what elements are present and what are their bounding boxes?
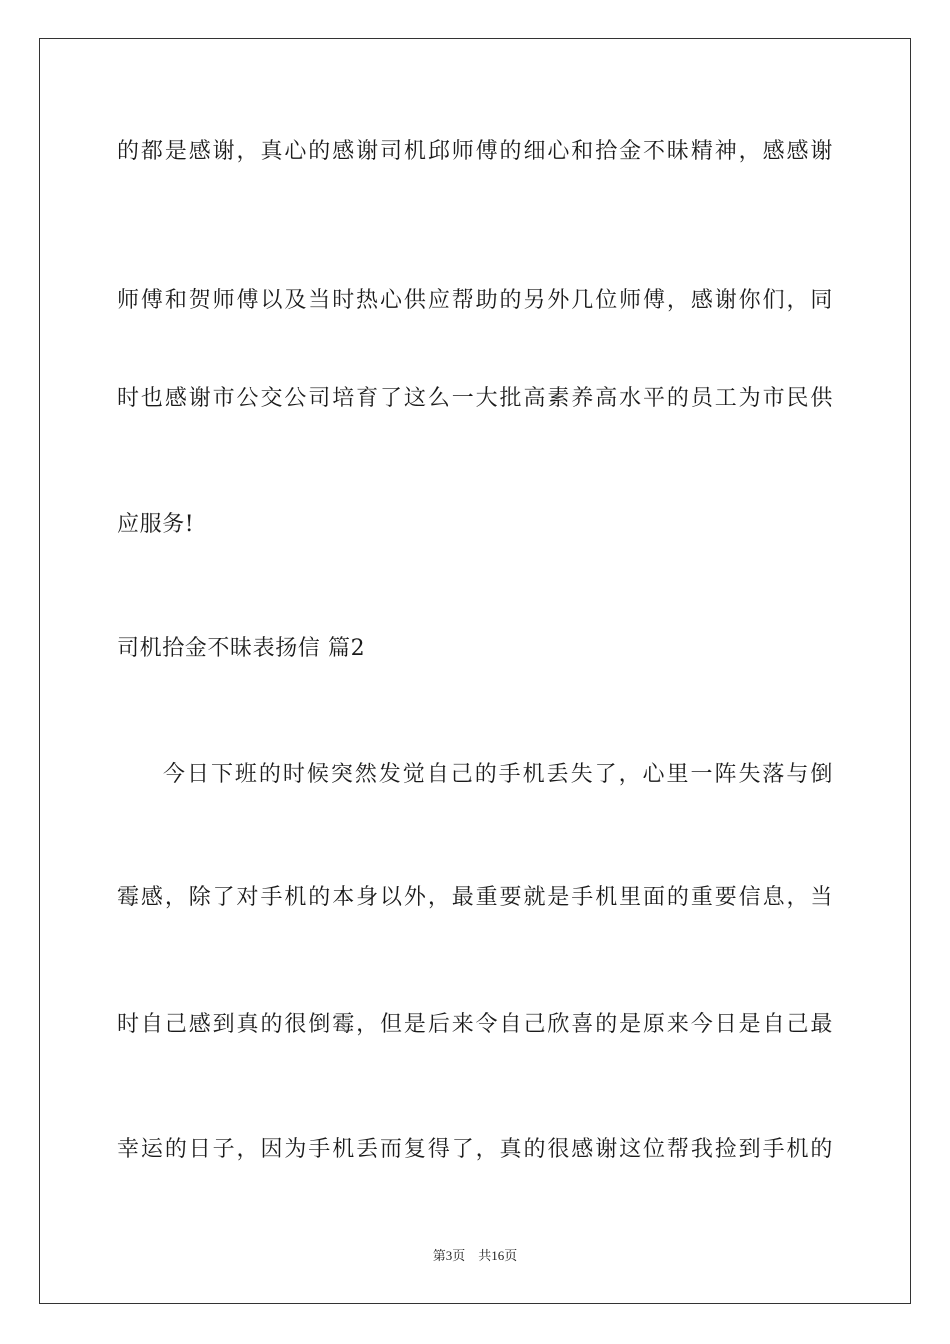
page-footer (0, 1248, 950, 1264)
page-total: 共16页 (478, 1248, 518, 1263)
page-number: 第3页 (432, 1248, 466, 1263)
paragraph-line: 霉感，除了对手机的本身以外，最重要就是手机里面的重要信息，当 (117, 885, 833, 910)
paragraph-line: 的都是感谢，真心的感谢司机邱师傅的细心和拾金不昧精神，感感谢 (117, 139, 833, 164)
paragraph-line: 师傅和贺师傅以及当时热心供应帮助的另外几位师傅，感谢你们，同 (117, 288, 833, 313)
paragraph-line: 时也感谢市公交公司培育了这么一大批高素养高水平的员工为市民供 (117, 386, 833, 411)
paragraph-line: 幸运的日子，因为手机丢而复得了，真的很感谢这位帮我捡到手机的 (117, 1137, 833, 1162)
paragraph-line: 时自己感到真的很倒霉，但是后来令自己欣喜的是原来今日是自己最 (117, 1012, 833, 1037)
paragraph-line: 今日下班的时候突然发觉自己的手机丢失了，心里一阵失落与倒 (163, 762, 833, 787)
paragraph-line: 应服务! (117, 512, 195, 537)
page-border (39, 38, 911, 1304)
section-heading: 司机拾金不昧表扬信 篇2 (117, 636, 366, 661)
